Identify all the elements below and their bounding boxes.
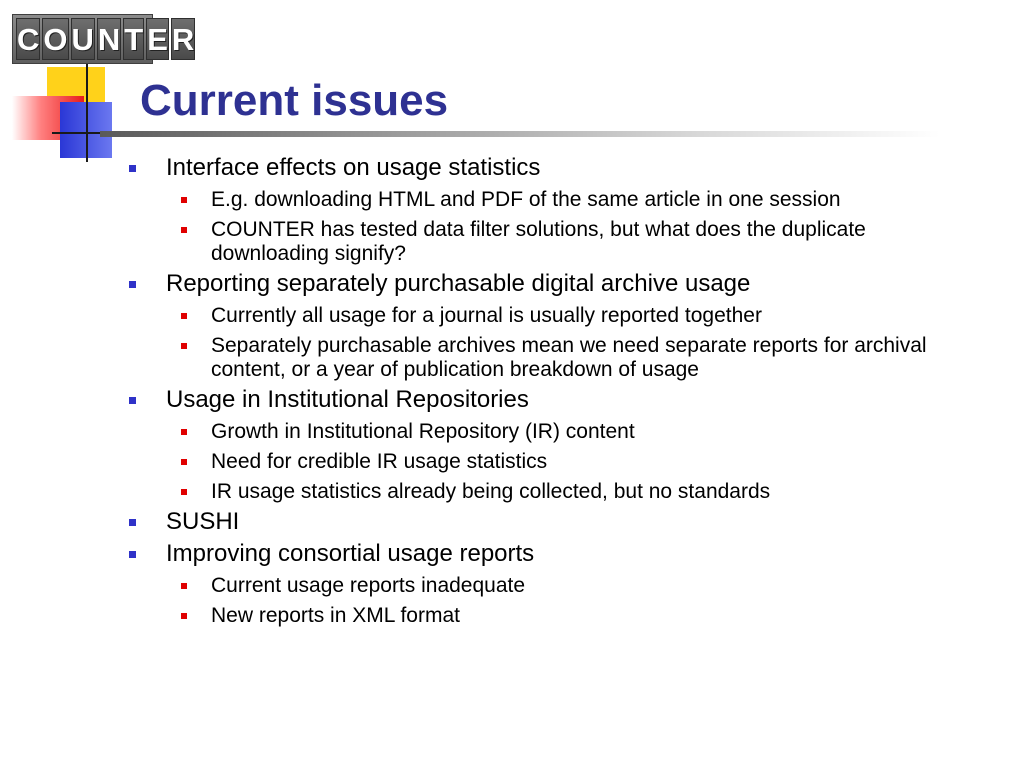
logo-letter: E bbox=[146, 18, 169, 60]
red-square-bullet-icon bbox=[181, 459, 187, 465]
blue-square-bullet-icon bbox=[129, 519, 136, 526]
title-underline bbox=[100, 131, 940, 137]
red-square-bullet-icon bbox=[181, 197, 187, 203]
blue-square-bullet-icon bbox=[129, 281, 136, 288]
blue-square-bullet-icon bbox=[129, 397, 136, 404]
bullet-list bbox=[0, 150, 1024, 628]
sub-bullet-text: Growth in Institutional Repository (IR) content bbox=[211, 420, 635, 443]
sub-bullet-text: New reports in XML format bbox=[211, 604, 460, 627]
sub-bullet-text: IR usage statistics already being collected, but no standards bbox=[211, 480, 771, 503]
counter-logo bbox=[12, 14, 195, 64]
sub-bullet-item bbox=[211, 480, 961, 504]
sub-bullet-item bbox=[211, 304, 961, 328]
sub-bullet-item bbox=[211, 218, 961, 266]
sub-bullet-item bbox=[211, 420, 961, 444]
bullet-text: Improving consortial usage reports bbox=[166, 540, 535, 567]
bullet-text: Usage in Institutional Repositories bbox=[166, 386, 529, 413]
bullet-item bbox=[166, 386, 966, 414]
bullet-item bbox=[166, 508, 966, 536]
bullet-text: Interface effects on usage statistics bbox=[166, 154, 541, 181]
bullet-text: SUSHI bbox=[166, 508, 240, 535]
red-square-bullet-icon bbox=[181, 343, 187, 349]
red-square-bullet-icon bbox=[181, 583, 187, 589]
sub-bullet-item bbox=[211, 450, 961, 474]
red-square-bullet-icon bbox=[181, 489, 187, 495]
logo-letter: N bbox=[97, 18, 121, 60]
red-square-bullet-icon bbox=[181, 429, 187, 435]
sub-bullet-text: E.g. downloading HTML and PDF of the same article in one session bbox=[211, 188, 841, 211]
bullet-text: Reporting separately purchasable digital archive usage bbox=[166, 270, 751, 297]
decorative-vertical-line bbox=[86, 64, 88, 162]
slide-title: Current issues bbox=[140, 76, 449, 125]
logo-letter: T bbox=[123, 18, 144, 60]
red-square-bullet-icon bbox=[181, 313, 187, 319]
logo-letter: U bbox=[71, 18, 95, 60]
bullet-item bbox=[166, 540, 966, 568]
blue-square-bullet-icon bbox=[129, 165, 136, 172]
sub-bullet-text: Current usage reports inadequate bbox=[211, 574, 526, 597]
red-square-bullet-icon bbox=[181, 227, 187, 233]
sub-bullet-text: Need for credible IR usage statistics bbox=[211, 450, 548, 473]
bullet-item bbox=[166, 154, 966, 182]
sub-bullet-text: Separately purchasable archives mean we need separate reports for archival content, or a year of publication breakdown of usage bbox=[211, 334, 927, 381]
red-square-bullet-icon bbox=[181, 613, 187, 619]
sub-bullet-item bbox=[211, 334, 961, 382]
logo-letter: R bbox=[171, 18, 195, 60]
bullet-item bbox=[166, 270, 966, 298]
logo-letter: O bbox=[42, 18, 68, 60]
sub-bullet-item bbox=[211, 574, 961, 598]
logo-letter: C bbox=[16, 18, 40, 60]
sub-bullet-text: COUNTER has tested data filter solutions, but what does the duplicate downloading signify? bbox=[211, 218, 866, 265]
sub-bullet-item bbox=[211, 604, 961, 628]
sub-bullet-item bbox=[211, 188, 961, 212]
sub-bullet-text: Currently all usage for a journal is usually reported together bbox=[211, 304, 762, 327]
blue-square-bullet-icon bbox=[129, 551, 136, 558]
